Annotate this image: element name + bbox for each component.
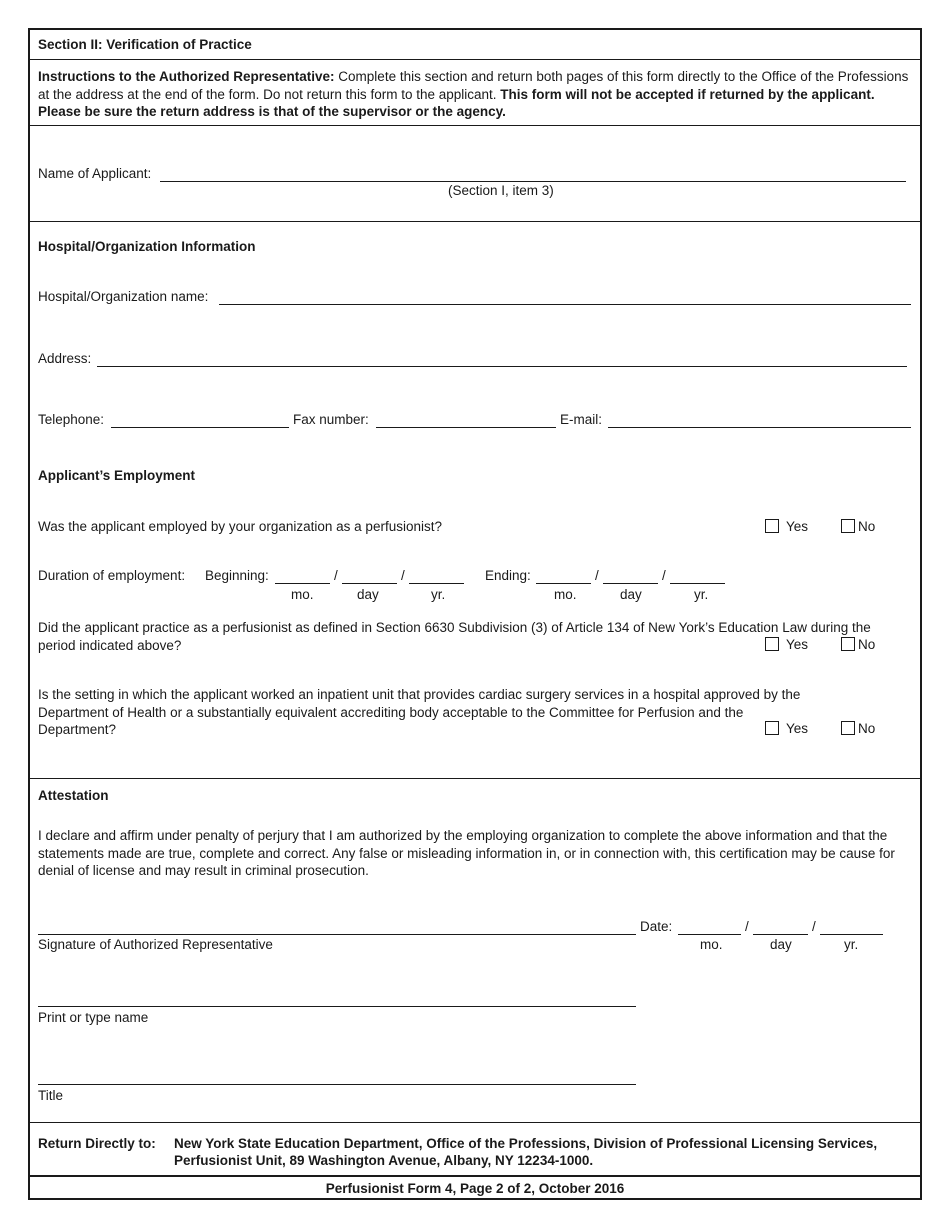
form-footer: Perfusionist Form 4, Page 2 of 2, October 2016 xyxy=(325,1181,625,1196)
instructions-text xyxy=(38,68,910,121)
employed-no-checkbox[interactable] xyxy=(841,519,855,533)
employed-yes-checkbox[interactable] xyxy=(765,519,779,533)
email-label: E-mail: xyxy=(560,412,603,427)
employed-yes-option[interactable] xyxy=(765,519,808,534)
address-label: Address: xyxy=(38,351,92,366)
date-yr-caption: yr. xyxy=(844,937,859,952)
practice-yes-option[interactable] xyxy=(765,637,808,652)
section-header xyxy=(30,30,920,60)
begin-year-field[interactable] xyxy=(409,571,464,584)
slash: / xyxy=(595,568,599,583)
instructions-label: Instructions to the Authorized Representative: xyxy=(38,69,335,84)
setting-no-label: No xyxy=(858,721,876,736)
applicant-name-hint: (Section I, item 3) xyxy=(448,183,554,198)
date-year-field[interactable] xyxy=(820,922,883,935)
practice-yes-label: Yes xyxy=(786,637,809,652)
signature-label: Signature of Authorized Representative xyxy=(38,937,273,952)
employed-yes-label: Yes xyxy=(786,519,809,534)
return-address-line2: Perfusionist Unit, 89 Washington Avenue, Albany, NY 12234-1000. xyxy=(174,1153,594,1168)
signature-field[interactable] xyxy=(38,922,636,935)
end-month-field[interactable] xyxy=(536,571,591,584)
slash: / xyxy=(401,568,405,583)
hospital-heading: Hospital/Organization Information xyxy=(38,239,256,254)
setting-yes-option[interactable] xyxy=(765,721,808,736)
ending-label: Ending: xyxy=(485,568,531,583)
instructions-body: Complete this section and return both pages of this form directly to the Office of the Professions at the address at the end of the form. Do not return this form to the applicant. xyxy=(38,69,909,102)
instructions-warning: This form will not be accepted if returned by the applicant. Please be sure the return address is that of the supervisor or the agency. xyxy=(38,86,875,119)
address-field[interactable] xyxy=(97,354,907,367)
slash: / xyxy=(662,568,666,583)
fax-field[interactable] xyxy=(376,415,556,428)
employed-question: Was the applicant employed by your organization as a perfusionist? xyxy=(38,519,442,534)
return-label: Return Directly to: xyxy=(38,1136,156,1151)
date-month-field[interactable] xyxy=(678,922,741,935)
setting-yes-label: Yes xyxy=(786,721,809,736)
begin-day-caption: day xyxy=(357,587,379,602)
setting-yes-checkbox[interactable] xyxy=(765,721,779,735)
setting-no-option[interactable] xyxy=(841,721,875,736)
title-label: Title xyxy=(38,1088,64,1103)
section-title: Section II: Verification of Practice xyxy=(38,37,252,52)
practice-no-checkbox[interactable] xyxy=(841,637,855,651)
practice-no-label: No xyxy=(858,637,876,652)
applicant-name-label: Name of Applicant: xyxy=(38,166,152,181)
print-name-field[interactable] xyxy=(38,994,636,1007)
end-yr-caption: yr. xyxy=(694,587,709,602)
end-day-caption: day xyxy=(620,587,642,602)
employment-heading: Applicant’s Employment xyxy=(38,468,196,483)
print-name-label: Print or type name xyxy=(38,1010,149,1025)
end-day-field[interactable] xyxy=(603,571,658,584)
begin-yr-caption: yr. xyxy=(431,587,446,602)
applicant-block xyxy=(30,126,920,222)
attestation-block xyxy=(30,779,920,1123)
begin-day-field[interactable] xyxy=(342,571,397,584)
slash: / xyxy=(745,919,749,934)
slash: / xyxy=(334,568,338,583)
telephone-label: Telephone: xyxy=(38,412,105,427)
instructions-block xyxy=(30,60,920,126)
hospital-employment-block xyxy=(30,222,920,779)
telephone-field[interactable] xyxy=(111,415,289,428)
setting-question: Is the setting in which the applicant worked an inpatient unit that provides cardiac surgery services in a hospital approved by the Department of Health or a substantially equivalent accrediting body acceptable to the Committee for Perfusion and the Department? xyxy=(38,687,801,737)
date-label: Date: xyxy=(640,919,673,934)
date-day-field[interactable] xyxy=(753,922,808,935)
date-day-caption: day xyxy=(770,937,792,952)
date-mo-caption: mo. xyxy=(700,937,723,952)
attestation-text: I declare and affirm under penalty of perjury that I am authorized by the employing organization to complete the above information and that the statements made are true, complete and correct. Any false or misleading information in, or in connection with, this certification may be cause for denial of license and may result in criminal prosecution. xyxy=(38,828,895,878)
applicant-name-field[interactable] xyxy=(160,169,906,182)
end-year-field[interactable] xyxy=(670,571,725,584)
hospital-name-label: Hospital/Organization name: xyxy=(38,289,209,304)
begin-month-field[interactable] xyxy=(275,571,330,584)
email-field[interactable] xyxy=(608,415,911,428)
beginning-label: Beginning: xyxy=(205,568,269,583)
practice-question: Did the applicant practice as a perfusionist as defined in Section 6630 Subdivision (3) of Article 134 of New York’s Education Law during the period indicated above? xyxy=(38,620,871,653)
end-mo-caption: mo. xyxy=(554,587,577,602)
title-field[interactable] xyxy=(38,1072,636,1085)
verification-form xyxy=(28,28,922,1200)
attestation-heading: Attestation xyxy=(38,788,109,803)
fax-label: Fax number: xyxy=(293,412,369,427)
practice-no-option[interactable] xyxy=(841,637,875,652)
return-block xyxy=(30,1123,920,1177)
practice-yes-checkbox[interactable] xyxy=(765,637,779,651)
setting-no-checkbox[interactable] xyxy=(841,721,855,735)
duration-label: Duration of employment: xyxy=(38,568,186,583)
begin-mo-caption: mo. xyxy=(291,587,314,602)
return-address-line1: New York State Education Department, Office of the Professions, Division of Professional Licensing Services, xyxy=(174,1136,878,1151)
employed-no-label: No xyxy=(858,519,876,534)
hospital-name-field[interactable] xyxy=(219,292,911,305)
employed-no-option[interactable] xyxy=(841,519,875,534)
slash: / xyxy=(812,919,816,934)
